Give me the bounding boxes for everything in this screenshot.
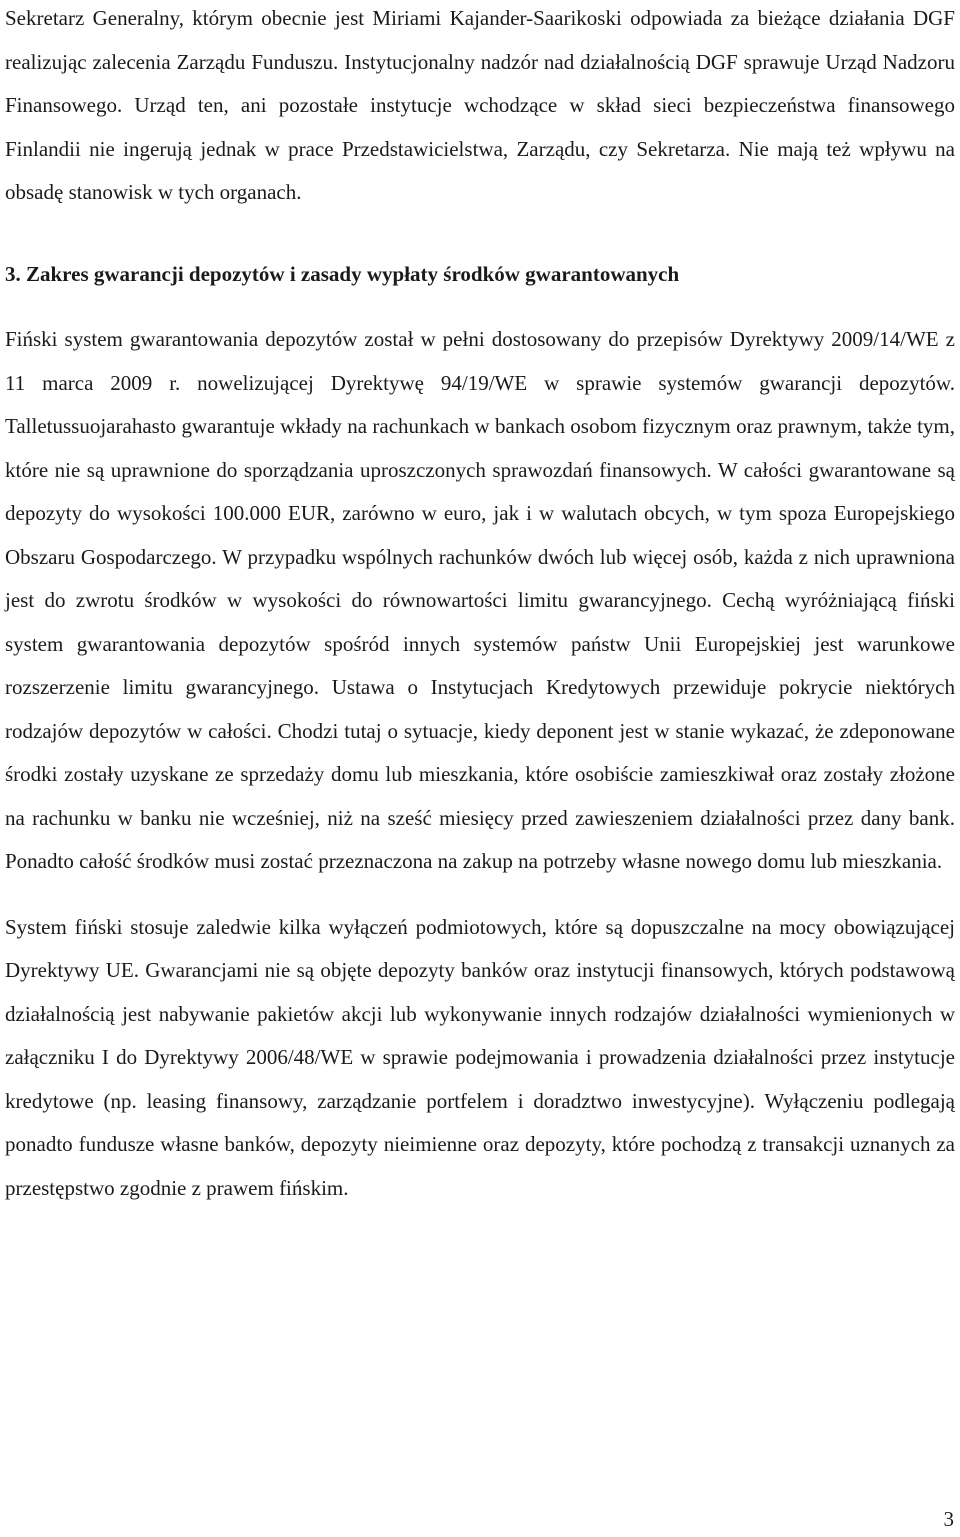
- paragraph-dgf-governance: Sekretarz Generalny, którym obecnie jest Miriami Kajander-Saarikoski odpowiada za bieżące działania DGF realizując zalecenia Zarządu Funduszu. Instytucjonalny nadzór nad działalnością DGF sprawuje Urząd Nadzoru Finansowego. Urząd ten, ani pozostałe instytucje wchodzące w skład sieci bezpieczeństwa finansowego Finlandii nie ingerują jednak w prace Przedstawicielstwa, Zarządu, czy Sekretarza. Nie mają też wpływu na obsadę stanowisk w tych organach.: [5, 6, 955, 204]
- paragraph-exclusions: System fiński stosuje zaledwie kilka wyłączeń podmiotowych, które są dopuszczalne na mocy obowiązującej Dyrektywy UE. Gwarancjami nie są objęte depozyty banków oraz instytucji finansowych, których podstawową działalnością jest nabywanie pakietów akcji lub wykonywanie innych rodzajów działalności wymienionych w załączniku I do Dyrektywy 2006/48/WE w sprawie podejmowania i prowadzenia działalności przez instytucje kredytowe (np. leasing finansowy, zarządzanie portfelem i doradztwo inwestycyjne). Wyłączeniu podlegają ponadto fundusze własne banków, depozyty nieimienne oraz depozyty, które pochodzą z transakcji uznanych za przestępstwo zgodnie z prawem fińskim.: [5, 914, 955, 1200]
- page-number: 3: [943, 1507, 954, 1531]
- document-page: [5, 0, 955, 1210]
- section-heading: 3. Zakres gwarancji depozytów i zasady wypłaty środków gwarantowanych: [5, 261, 680, 286]
- paragraph-guarantee-scope: Fiński system gwarantowania depozytów został w pełni dostosowany do przepisów Dyrektywy 2009/14/WE z 11 marca 2009 r. nowelizującej Dyrektywę 94/19/WE w sprawie systemów gwarancji depozytów. Talletussuojarahasto gwarantuje wkłady na rachunkach w bankach osobom fizycznym oraz prawnym, także tym, które nie są uprawnione do sporządzania uproszczonych sprawozdań finansowych. W całości gwarantowane są depozyty do wysokości 100.000 EUR, zarówno w euro, jak i w walutach obcych, w tym spoza Europejskiego Obszaru Gospodarczego. W przypadku wspólnych rachunków dwóch lub więcej osób, każda z nich uprawniona jest do zwrotu środków w wysokości do równowartości limitu gwarancyjnego. Cechą wyróżniającą fiński system gwarantowania depozytów spośród innych systemów państw Unii Europejskiej jest warunkowe rozszerzenie limitu gwarancyjnego. Ustawa o Instytucjach Kredytowych przewiduje pokrycie niektórych rodzajów depozytów w całości. Chodzi tutaj o sytuacje, kiedy deponent jest w stanie wykazać, że zdeponowane środki zostały uzyskane ze sprzedaży domu lub mieszkania, które osobiście zamieszkiwał oraz zostały złożone na rachunku w banku nie wcześniej, niż na sześć miesięcy przed zawieszeniem działalności przez dany bank. Ponadto całość środków musi zostać przeznaczona na zakup na potrzeby własne nowego domu lub mieszkania.: [5, 327, 955, 873]
